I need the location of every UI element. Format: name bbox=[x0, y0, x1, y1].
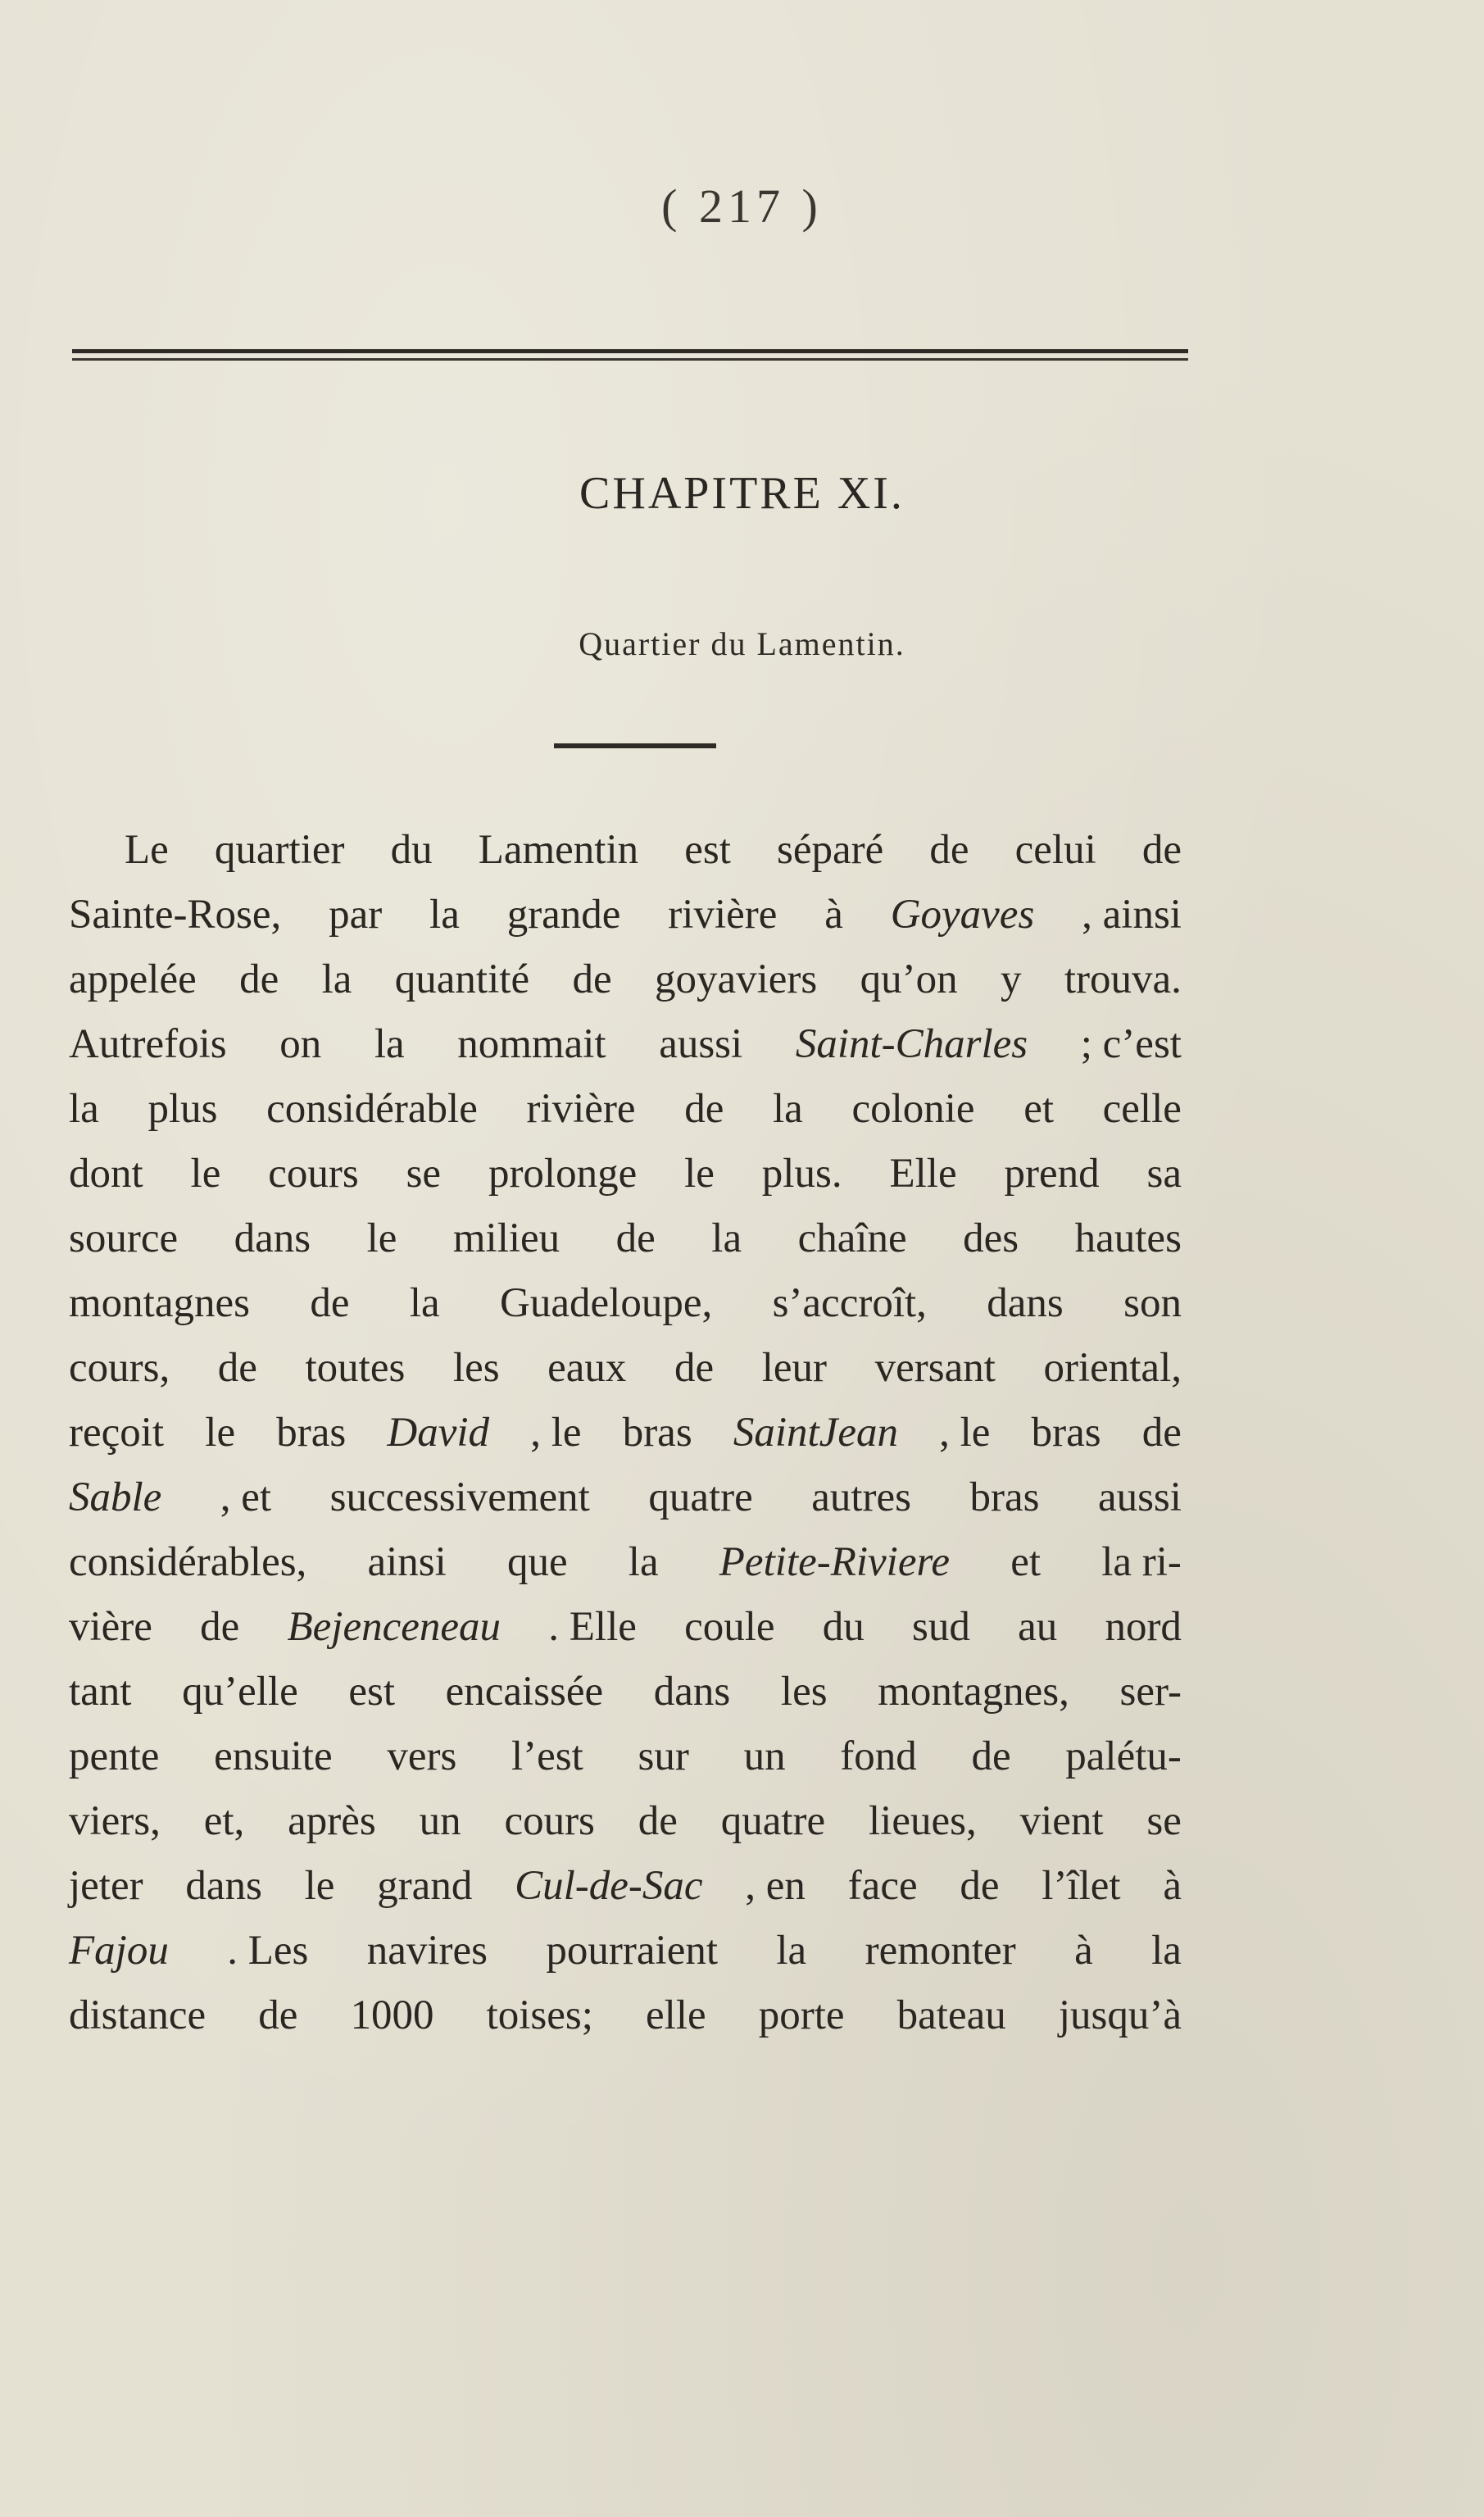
word: par bbox=[329, 892, 383, 938]
word: reçoit bbox=[69, 1410, 165, 1456]
word: cours bbox=[268, 1151, 359, 1197]
word: quatre bbox=[648, 1474, 753, 1520]
word: pente bbox=[69, 1733, 160, 1779]
word: prend bbox=[1004, 1151, 1100, 1197]
word: toises; bbox=[486, 1992, 593, 2038]
text-line bbox=[69, 1983, 1182, 2048]
word: la bbox=[628, 1539, 659, 1585]
word: ensuite bbox=[214, 1733, 333, 1779]
text-line bbox=[69, 818, 1182, 883]
word: jusqu’à bbox=[1058, 1992, 1182, 2038]
text-line bbox=[69, 1206, 1182, 1271]
word: navires bbox=[366, 1928, 488, 1974]
word: à bbox=[1074, 1928, 1093, 1974]
word: se bbox=[1146, 1798, 1182, 1844]
word: un bbox=[743, 1733, 786, 1779]
text-line bbox=[69, 1919, 1182, 1983]
word: la ri- bbox=[1101, 1539, 1182, 1585]
word: y bbox=[1000, 956, 1022, 1002]
word: rivière bbox=[668, 892, 778, 938]
word: on bbox=[279, 1021, 322, 1067]
word: tant bbox=[69, 1669, 132, 1715]
word: les bbox=[780, 1669, 828, 1715]
word: porte bbox=[758, 1992, 845, 2038]
word: grande bbox=[506, 892, 621, 938]
word: bras bbox=[276, 1410, 347, 1456]
text-line bbox=[69, 1465, 1182, 1530]
word: à bbox=[824, 892, 843, 938]
word: et bbox=[1010, 1539, 1042, 1585]
word: ainsi bbox=[367, 1539, 447, 1585]
word: aussi bbox=[659, 1021, 743, 1067]
text-line bbox=[69, 1012, 1182, 1077]
word: leur bbox=[761, 1345, 828, 1391]
word: et bbox=[1023, 1086, 1055, 1132]
word: la bbox=[374, 1021, 405, 1067]
header-rule-thick bbox=[72, 349, 1188, 353]
text-line bbox=[69, 1595, 1182, 1660]
word: dans bbox=[987, 1280, 1064, 1326]
page-number: ( 217 ) bbox=[661, 179, 823, 233]
word: Autrefois bbox=[69, 1021, 227, 1067]
word: trouva. bbox=[1064, 956, 1182, 1002]
text-line bbox=[69, 1724, 1182, 1789]
word: cours bbox=[504, 1798, 595, 1844]
word: ser- bbox=[1119, 1669, 1182, 1715]
header-rule-thin bbox=[72, 358, 1188, 361]
italic-word: Cul-de-Sac bbox=[515, 1863, 703, 1909]
italic-word: David bbox=[387, 1410, 490, 1456]
italic-word: SaintJean bbox=[733, 1410, 898, 1456]
italic-word: Petite-Riviere bbox=[719, 1539, 951, 1585]
word: le bbox=[304, 1863, 335, 1909]
word: un bbox=[419, 1798, 461, 1844]
word: nord bbox=[1105, 1604, 1182, 1650]
word: la bbox=[69, 1086, 99, 1132]
word: bras bbox=[622, 1410, 692, 1456]
italic-word: Saint-Charles bbox=[795, 1021, 1028, 1067]
word: dans bbox=[234, 1215, 311, 1261]
word: de bbox=[200, 1604, 240, 1650]
word: et, bbox=[203, 1798, 245, 1844]
text-line bbox=[69, 883, 1182, 947]
word: de bbox=[684, 1086, 724, 1132]
word: que bbox=[506, 1539, 568, 1585]
word: s’accroît, bbox=[772, 1280, 927, 1326]
word: au bbox=[1018, 1604, 1058, 1650]
word: autres bbox=[811, 1474, 912, 1520]
word: prolonge bbox=[488, 1151, 638, 1197]
word: toutes bbox=[305, 1345, 406, 1391]
word: le bbox=[366, 1215, 397, 1261]
word: de bbox=[971, 1733, 1011, 1779]
word: nommait bbox=[457, 1021, 606, 1067]
word: est bbox=[348, 1669, 395, 1715]
word: de bbox=[615, 1215, 656, 1261]
word: aussi bbox=[1097, 1474, 1182, 1520]
word: la bbox=[776, 1928, 807, 1974]
word: , en bbox=[745, 1863, 806, 1909]
word: cours, bbox=[69, 1345, 170, 1391]
word: Lamentin bbox=[478, 827, 639, 873]
word: oriental, bbox=[1043, 1345, 1182, 1391]
word: de bbox=[258, 1992, 298, 2038]
italic-word: Bejenceneau bbox=[287, 1604, 501, 1650]
word: 1000 bbox=[350, 1992, 434, 2038]
word: celui bbox=[1014, 827, 1096, 873]
word: l’îlet bbox=[1042, 1863, 1121, 1909]
word: jeter bbox=[69, 1863, 143, 1909]
word: dans bbox=[653, 1669, 731, 1715]
word: quartier bbox=[214, 827, 345, 873]
italic-word: Fajou bbox=[69, 1928, 169, 1974]
word: plus. bbox=[761, 1151, 842, 1197]
word: la bbox=[711, 1215, 742, 1261]
word: qu’on bbox=[860, 956, 958, 1002]
word: goyaviers bbox=[654, 956, 818, 1002]
text-line bbox=[69, 1401, 1182, 1465]
word: , ainsi bbox=[1082, 892, 1182, 938]
chapter-title: CHAPITRE XI. bbox=[579, 468, 905, 519]
word: , et bbox=[220, 1474, 272, 1520]
word: viers, bbox=[69, 1798, 161, 1844]
word: montagnes bbox=[69, 1280, 250, 1326]
word: du bbox=[822, 1604, 865, 1650]
word: , le bbox=[939, 1410, 991, 1456]
word: bateau bbox=[896, 1992, 1006, 2038]
word: appelée bbox=[69, 956, 197, 1002]
word: dans bbox=[185, 1863, 262, 1909]
word: Guadeloupe, bbox=[500, 1280, 713, 1326]
word: le bbox=[684, 1151, 715, 1197]
word: sa bbox=[1146, 1151, 1182, 1197]
word: face bbox=[847, 1863, 918, 1909]
word: de bbox=[674, 1345, 715, 1391]
word: rivière bbox=[526, 1086, 636, 1132]
word: des bbox=[963, 1215, 1019, 1261]
word: versant bbox=[874, 1345, 996, 1391]
word: Elle bbox=[889, 1151, 957, 1197]
word: la bbox=[429, 892, 460, 938]
word: sud bbox=[912, 1604, 970, 1650]
header-double-rule bbox=[72, 349, 1188, 364]
word: montagnes, bbox=[878, 1669, 1069, 1715]
word: les bbox=[452, 1345, 500, 1391]
word: elle bbox=[646, 1992, 706, 2038]
word: dont bbox=[69, 1151, 143, 1197]
text-line bbox=[69, 1530, 1182, 1595]
word: distance bbox=[69, 1992, 206, 2038]
word: à bbox=[1163, 1863, 1182, 1909]
word: bras bbox=[1031, 1410, 1101, 1456]
word: l’est bbox=[511, 1733, 583, 1779]
word: fond bbox=[840, 1733, 917, 1779]
word: encaissée bbox=[445, 1669, 604, 1715]
word: est bbox=[684, 827, 731, 873]
word: eaux bbox=[547, 1345, 627, 1391]
word: la bbox=[321, 956, 352, 1002]
word: la bbox=[1151, 1928, 1182, 1974]
word: après bbox=[288, 1798, 376, 1844]
word: séparé bbox=[777, 827, 884, 873]
word: Sainte-Rose, bbox=[69, 892, 282, 938]
text-line bbox=[69, 1271, 1182, 1336]
word: de bbox=[1141, 1410, 1182, 1456]
word: . Les bbox=[227, 1928, 309, 1974]
word: coule bbox=[684, 1604, 775, 1650]
text-line bbox=[69, 1142, 1182, 1206]
word: celle bbox=[1102, 1086, 1182, 1132]
word: du bbox=[390, 827, 433, 873]
word: sur bbox=[638, 1733, 689, 1779]
word: milieu bbox=[452, 1215, 560, 1261]
word: de bbox=[310, 1280, 350, 1326]
word: hautes bbox=[1074, 1215, 1182, 1261]
word: son bbox=[1123, 1280, 1182, 1326]
word: pourraient bbox=[546, 1928, 718, 1974]
word: . Elle bbox=[548, 1604, 637, 1650]
word: , le bbox=[530, 1410, 582, 1456]
word: de bbox=[638, 1798, 678, 1844]
word: le bbox=[190, 1151, 221, 1197]
word: vient bbox=[1019, 1798, 1104, 1844]
word: lieues, bbox=[869, 1798, 977, 1844]
text-line bbox=[69, 1077, 1182, 1142]
italic-word: Sable bbox=[69, 1474, 162, 1520]
word: de bbox=[1141, 827, 1182, 873]
italic-word: Goyaves bbox=[890, 892, 1035, 938]
word: quatre bbox=[720, 1798, 826, 1844]
word: la bbox=[772, 1086, 803, 1132]
word: quantité bbox=[394, 956, 530, 1002]
word: successivement bbox=[329, 1474, 590, 1520]
word: considérables, bbox=[69, 1539, 307, 1585]
word: palétu- bbox=[1065, 1733, 1182, 1779]
word: de bbox=[572, 956, 612, 1002]
word: bras bbox=[969, 1474, 1040, 1520]
word: de bbox=[239, 956, 279, 1002]
text-line bbox=[69, 1336, 1182, 1401]
word: chaîne bbox=[797, 1215, 907, 1261]
word: le bbox=[205, 1410, 236, 1456]
word: vers bbox=[387, 1733, 457, 1779]
word: colonie bbox=[851, 1086, 975, 1132]
chapter-subtitle: Quartier du Lamentin. bbox=[579, 625, 905, 662]
word: qu’elle bbox=[182, 1669, 298, 1715]
section-divider-rule bbox=[554, 743, 716, 748]
word: de bbox=[217, 1345, 257, 1391]
word: vière bbox=[69, 1604, 152, 1650]
word: plus bbox=[147, 1086, 218, 1132]
body-paragraph bbox=[69, 818, 1182, 2048]
word: Le bbox=[125, 827, 169, 873]
word: ; c’est bbox=[1080, 1021, 1182, 1067]
word: de bbox=[960, 1863, 1000, 1909]
word: considérable bbox=[266, 1086, 478, 1132]
word: la bbox=[409, 1280, 440, 1326]
word: remonter bbox=[865, 1928, 1016, 1974]
text-line bbox=[69, 1789, 1182, 1854]
word: de bbox=[929, 827, 969, 873]
text-line bbox=[69, 947, 1182, 1012]
text-line bbox=[69, 1660, 1182, 1724]
word: se bbox=[406, 1151, 442, 1197]
word: grand bbox=[377, 1863, 473, 1909]
word: source bbox=[69, 1215, 179, 1261]
text-line bbox=[69, 1854, 1182, 1919]
